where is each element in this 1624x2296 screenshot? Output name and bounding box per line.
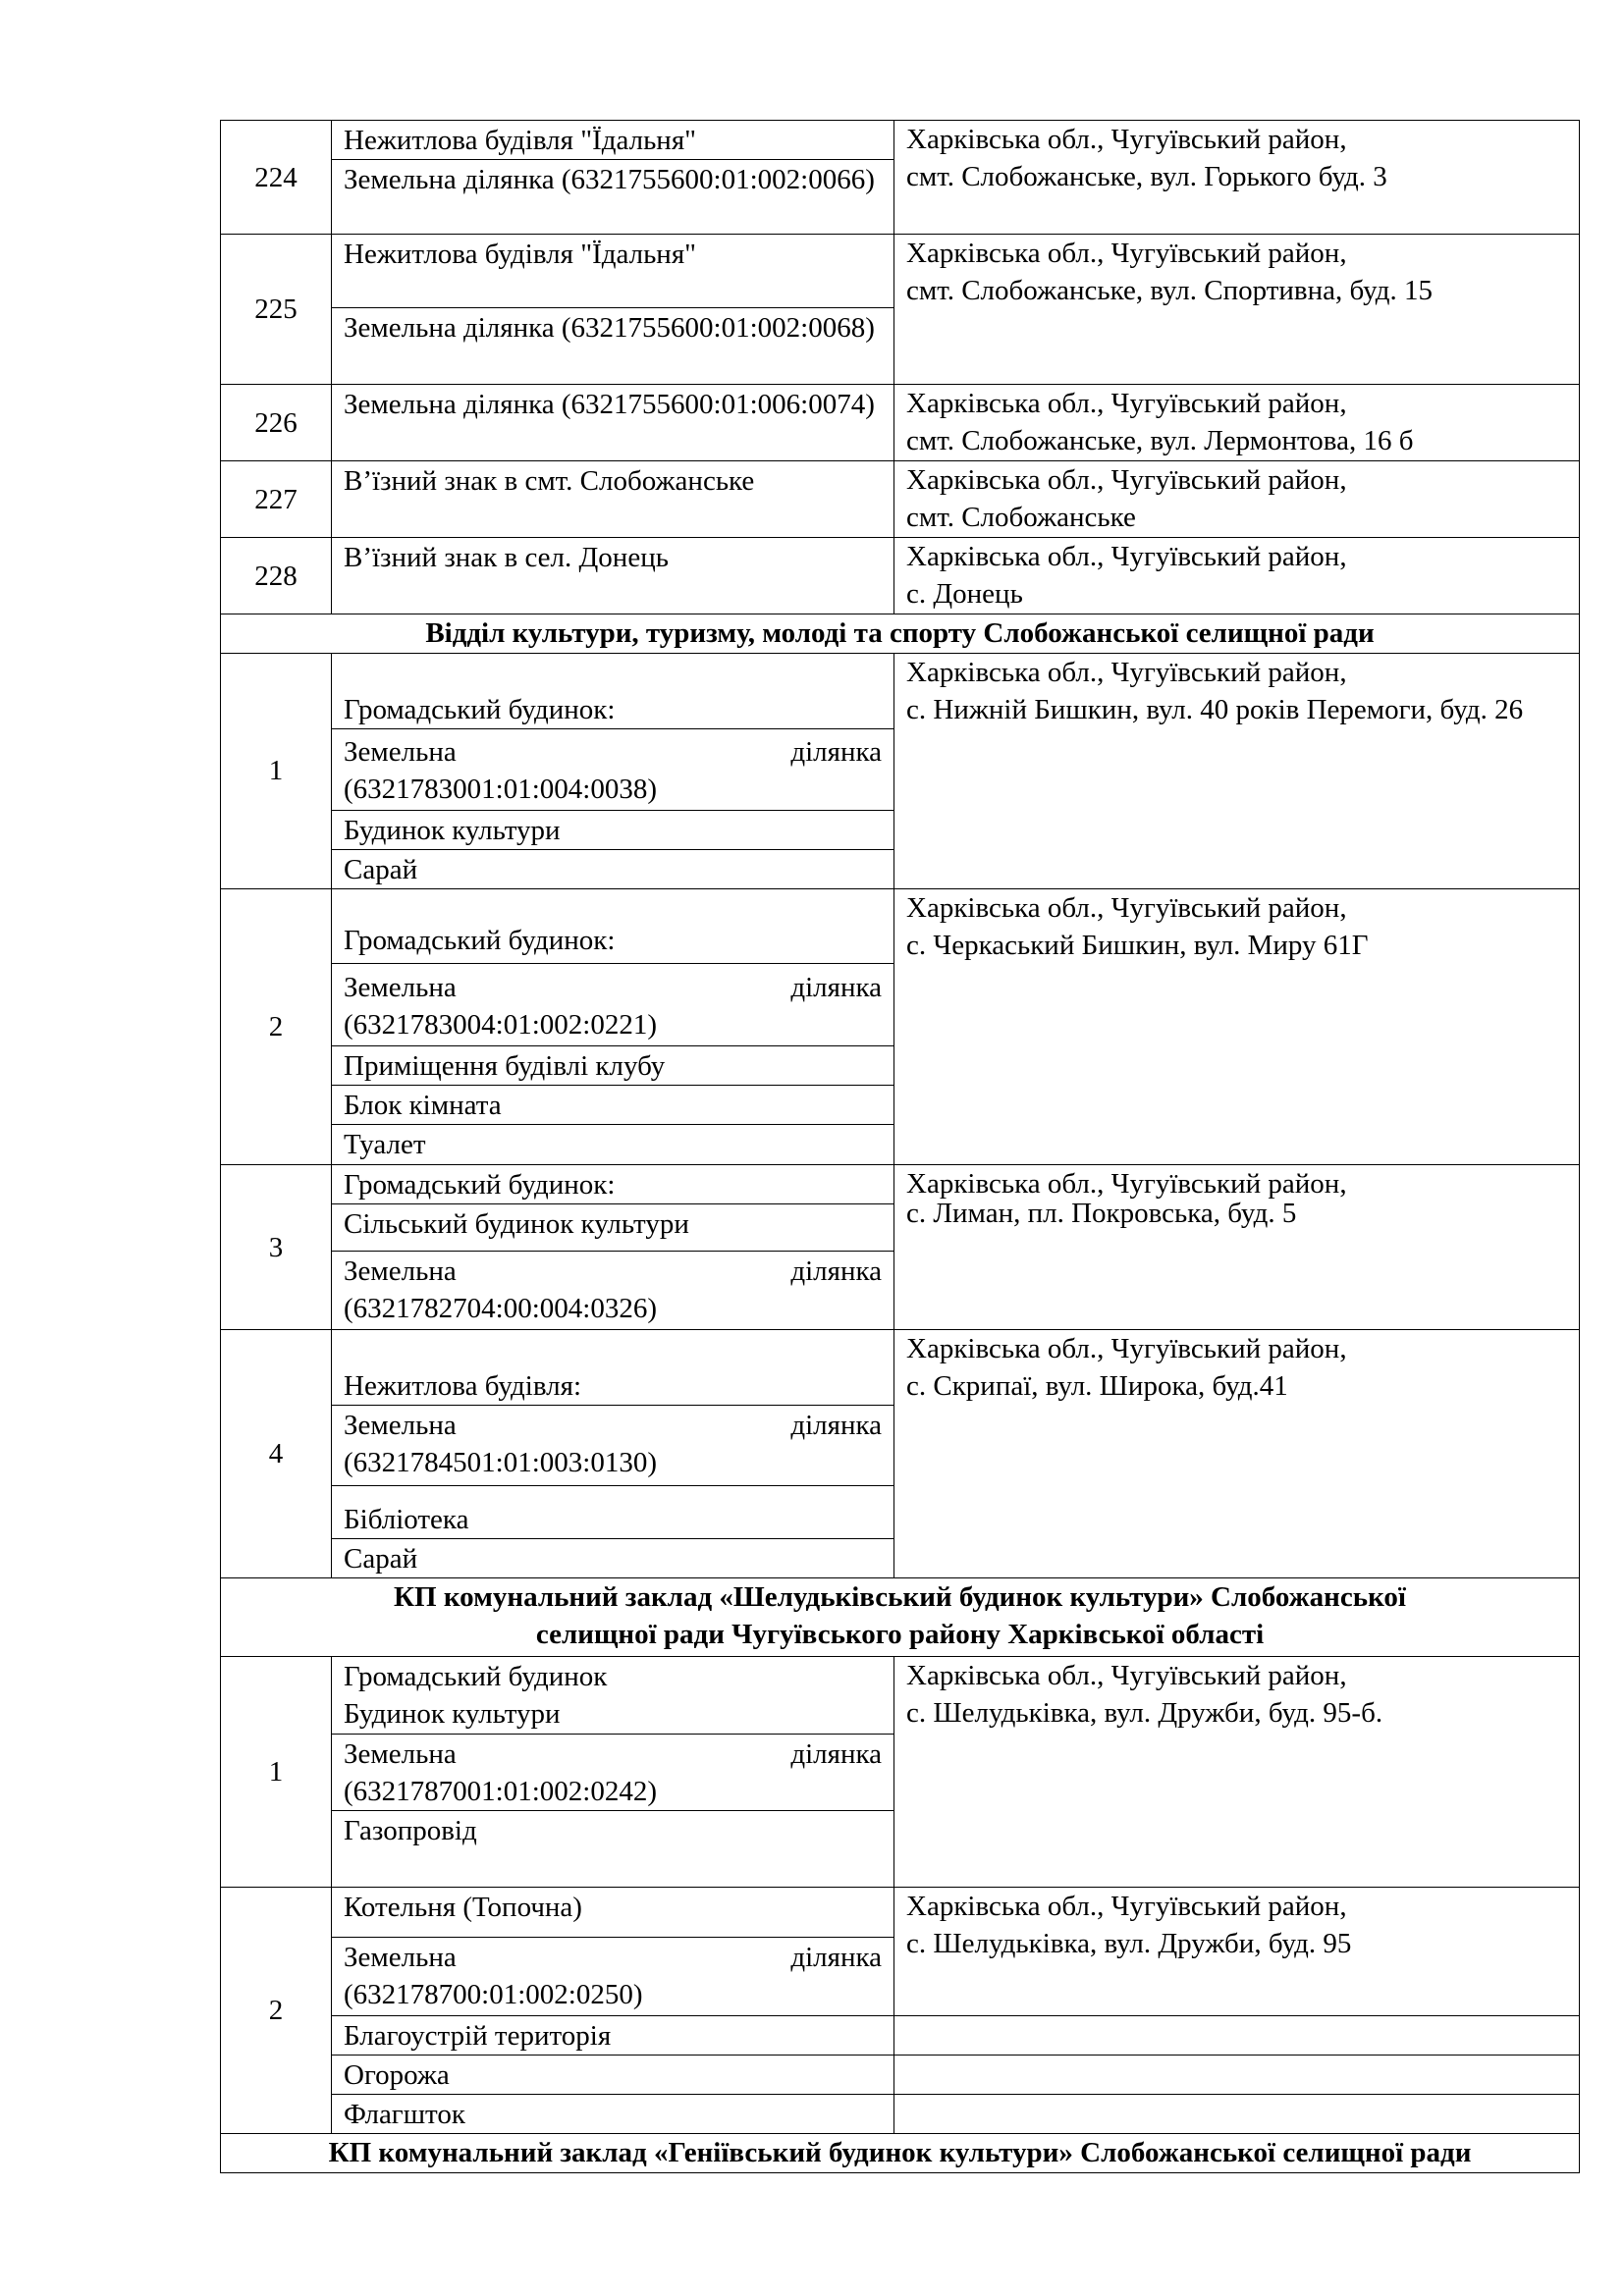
property-address (894, 235, 1580, 385)
property-name: Сарай (332, 1538, 894, 1577)
address-line: с. Шелудьківка, вул. Дружби, буд. 95-б. (906, 1696, 1383, 1729)
address-line: Харківська обл., Чугуївський район, (906, 1333, 1347, 1364)
empty-cell (894, 2055, 1580, 2094)
property-name: В’їзний знак в смт. Слобожанське (332, 461, 894, 538)
address-line: Харківська обл., Чугуївський район, (906, 541, 1347, 572)
property-name: Земельна ділянка (6321755600:01:002:0068) (332, 308, 894, 385)
property-name: Бібліотека (332, 1485, 894, 1538)
property-name: Земельна ділянка (6321782704:00:004:0326) (332, 1252, 894, 1330)
address-continuation (894, 1405, 1580, 1577)
property-name: Газопровід (332, 1810, 894, 1887)
address-line: смт. Слобожанське (906, 502, 1136, 533)
address-line: Харківська обл., Чугуївський район, (906, 388, 1347, 419)
address-continuation (894, 1734, 1580, 1887)
property-name: Флагшток (332, 2094, 894, 2133)
property-address (894, 121, 1580, 235)
address-line: смт. Слобожанське, вул. Спортивна, буд. 15 (906, 275, 1434, 306)
row-number: 4 (221, 1330, 332, 1578)
property-name: Земельна ділянка (6321784501:01:003:0130) (332, 1405, 894, 1485)
row-number: 224 (221, 121, 332, 235)
address-line: Харківська обл., Чугуївський район, (906, 1659, 1347, 1691)
property-address (894, 1656, 1580, 1734)
property-name: Земельна ділянка (6321755600:01:002:0066) (332, 160, 894, 235)
property-name: Сарай (332, 849, 894, 888)
property-name: Земельна ділянка (632178700:01:002:0250) (332, 1937, 894, 2015)
section-heading: КП комунальний заклад «Шелудьківський будинок культури» Слобожанської селищної ради Чугуївського району Харківської області (221, 1577, 1580, 1656)
property-name: Громадський будинок: (332, 654, 894, 729)
property-name: Земельна ділянка (6321755600:01:006:0074) (332, 385, 894, 461)
address-line: Харківська обл., Чугуївський район, (906, 1168, 1347, 1200)
property-address (894, 538, 1580, 614)
property-name: Огорожа (332, 2055, 894, 2094)
property-name: Земельна ділянка (6321787001:01:002:0242) (332, 1734, 894, 1810)
property-name: Блок кімната (332, 1086, 894, 1125)
address-line: с. Шелудьківка, вул. Дружби, буд. 95 (906, 1928, 1352, 1959)
property-name: Нежитлова будівля "Їдальня" (332, 235, 894, 308)
address-line: с. Лиман, пл. Покровська, буд. 5 (906, 1197, 1297, 1229)
property-name: Туалет (332, 1125, 894, 1165)
address-line: Харківська обл., Чугуївський район, (906, 124, 1347, 155)
property-name: Громадський будинок: (332, 888, 894, 964)
address-continuation (894, 964, 1580, 1165)
property-name: Будинок культури (332, 810, 894, 849)
row-number: 1 (221, 654, 332, 889)
row-number: 227 (221, 461, 332, 538)
address-line: смт. Слобожанське, вул. Горького буд. 3 (906, 161, 1387, 192)
property-name: Приміщення будівлі клубу (332, 1046, 894, 1086)
empty-cell (894, 2094, 1580, 2133)
property-name: Громадський будинок: (332, 1165, 894, 1204)
row-number: 2 (221, 888, 332, 1165)
property-address (894, 888, 1580, 964)
row-number: 3 (221, 1165, 332, 1330)
property-name: В’їзний знак в сел. Донець (332, 538, 894, 614)
address-line: с. Нижній Бишкин, вул. 40 років Перемоги, буд. 26 (906, 694, 1524, 725)
row-number: 228 (221, 538, 332, 614)
address-line: Харківська обл., Чугуївський район, (906, 891, 1347, 924)
address-line: с. Черкаський Бишкин, вул. Миру 61Г (906, 929, 1369, 961)
address-continuation (894, 728, 1580, 888)
property-name: Благоустрій територія (332, 2015, 894, 2055)
property-name: Котельня (Топочна) (332, 1887, 894, 1937)
row-number: 2 (221, 1887, 332, 2133)
property-name: Земельна ділянка (6321783004:01:002:0221) (332, 964, 894, 1046)
property-address (894, 654, 1580, 729)
property-name: Сільський будинок культури (332, 1204, 894, 1252)
property-name: Громадський будинок Будинок культури (332, 1656, 894, 1734)
address-line: Харківська обл., Чугуївський район, (906, 657, 1347, 688)
section-heading: КП комунальний заклад «Геніївський будинок культури» Слобожанської селищної ради (221, 2133, 1580, 2172)
row-number: 1 (221, 1656, 332, 1887)
address-line: Харківська обл., Чугуївський район, (906, 238, 1347, 269)
empty-cell (894, 2015, 1580, 2055)
address-continuation (894, 1197, 1580, 1330)
address-line: Харківська обл., Чугуївський район, (906, 1890, 1347, 1922)
property-address (894, 385, 1580, 461)
address-line: с. Донець (906, 578, 1023, 610)
property-name: Нежитлова будівля: (332, 1330, 894, 1406)
row-number: 225 (221, 235, 332, 385)
property-name: Земельна ділянка (6321783001:01:004:0038) (332, 728, 894, 810)
address-line: Харківська обл., Чугуївський район, (906, 464, 1347, 496)
row-number: 226 (221, 385, 332, 461)
property-address (894, 1330, 1580, 1406)
property-address-cont (894, 1928, 1580, 2015)
address-line: смт. Слобожанське, вул. Лермонтова, 16 б (906, 425, 1414, 456)
property-table (220, 120, 1580, 2173)
section-heading: Відділ культури, туризму, молоді та спорту Слобожанської селищної ради (221, 614, 1580, 654)
property-name: Нежитлова будівля "Їдальня" (332, 121, 894, 160)
address-line: с. Скрипаї, вул. Широка, буд.41 (906, 1370, 1288, 1402)
property-address (894, 461, 1580, 538)
